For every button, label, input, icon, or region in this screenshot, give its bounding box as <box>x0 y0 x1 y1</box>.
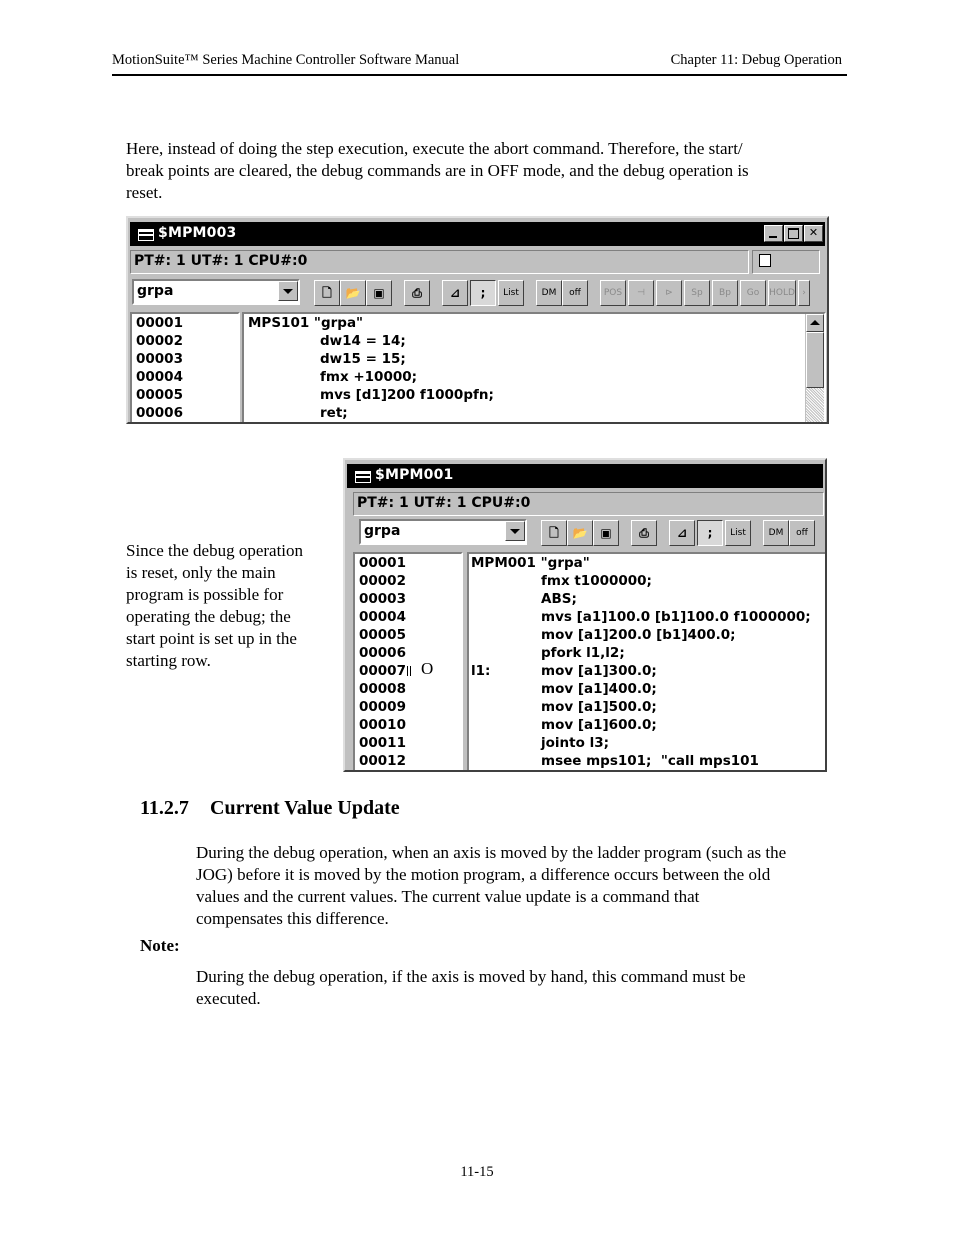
intro-line-1: Here, instead of doing the step execution, execute the abort command. Therefore, the start/ <box>126 139 743 158</box>
print-icon[interactable]: ⎙ <box>631 520 657 546</box>
line-number: 00007 <box>359 663 406 679</box>
code-line: mov [a1]200.0 [b1]400.0; <box>541 627 736 643</box>
line-number: 00001 <box>136 315 183 331</box>
clear-icon[interactable]: ⊿ <box>669 520 695 546</box>
line-number: 00001 <box>359 555 406 571</box>
scroll-thumb[interactable] <box>806 332 824 388</box>
pause-icon <box>410 666 411 676</box>
line-number: 00009 <box>359 699 406 715</box>
group-select-value: grpa <box>364 523 401 539</box>
group-select[interactable] <box>359 519 527 545</box>
code-line: MPS101 "grpa" <box>248 315 364 331</box>
code-line: MPM001 "grpa" <box>471 555 590 571</box>
start-point-marker: O <box>421 659 434 678</box>
note-line: During the debug operation, if the axis is moved by hand, this command must be <box>196 967 746 986</box>
code-line: mov [a1]400.0; <box>541 681 657 697</box>
note-line: executed. <box>196 989 261 1008</box>
mpm003-window <box>126 216 829 424</box>
side-text-line: program is possible for <box>126 585 284 604</box>
section-paragraph-line: During the debug operation, when an axis is moved by the ladder program (such as the <box>196 843 787 862</box>
toolbar <box>314 280 824 306</box>
section-title: Current Value Update <box>210 797 400 819</box>
line-number-pane <box>353 552 463 772</box>
line-number: 00002 <box>359 573 406 589</box>
minimize-button[interactable] <box>764 225 783 242</box>
save-disk-icon[interactable]: ▣ <box>593 520 619 546</box>
code-line: mov [a1]500.0; <box>541 699 657 715</box>
print-icon[interactable]: ⎙ <box>404 280 430 306</box>
close-button[interactable]: ✕ <box>804 225 823 242</box>
line-number: 00008 <box>359 681 406 697</box>
code-line: msee mps101; "call mps101 <box>541 753 759 769</box>
side-text-line: start point is set up in the <box>126 629 297 648</box>
line-number: 00003 <box>359 591 406 607</box>
monitor-icon[interactable] <box>759 254 771 267</box>
pos-button[interactable]: POS <box>600 280 626 306</box>
code-line: mvs [d1]200 f1000pfn; <box>320 387 494 403</box>
code-line: mov [a1]300.0; <box>541 663 657 679</box>
status-bar: PT#: 1 UT#: 1 CPU#:0 <box>130 250 749 274</box>
window-system-menu-icon[interactable] <box>355 471 371 483</box>
open-folder-icon[interactable]: 📂 <box>340 280 366 306</box>
line-number: 00012 <box>359 753 406 769</box>
code-line: fmx +10000; <box>320 369 418 385</box>
maximize-button[interactable] <box>784 225 803 242</box>
line-number-pane <box>130 312 240 424</box>
list-button[interactable]: List <box>498 280 524 306</box>
code-pane[interactable] <box>242 312 826 424</box>
code-line: mvs [a1]100.0 [b1]100.0 f1000000; <box>541 609 811 625</box>
page-number: 11-15 <box>460 1164 494 1180</box>
go-button[interactable]: Go <box>740 280 766 306</box>
dm-button[interactable]: DM <box>536 280 562 306</box>
semicolon-button[interactable]: ; <box>470 280 496 306</box>
toolbar <box>541 520 821 546</box>
section-number: 11.2.7 <box>140 797 189 819</box>
code-line: ret; <box>320 405 348 421</box>
line-number: 00004 <box>136 369 183 385</box>
line-number: 00003 <box>136 351 183 367</box>
header-rule <box>112 74 847 76</box>
mpm003-title-bar[interactable] <box>130 222 825 246</box>
bp-button[interactable]: Bp <box>712 280 738 306</box>
side-text-line: Since the debug operation <box>126 541 304 560</box>
status-bar: PT#: 1 UT#: 1 CPU#:0 <box>353 492 824 516</box>
code-pane[interactable] <box>467 552 827 772</box>
code-label: l1: <box>471 663 491 679</box>
chevron-right-icon[interactable]: › <box>798 280 810 306</box>
line-number: 00006 <box>136 405 183 421</box>
new-file-icon[interactable]: 🗋 <box>541 520 567 546</box>
code-line: ABS; <box>541 591 577 607</box>
line-number: 00006 <box>359 645 406 661</box>
code-line: pfork l1,l2; <box>541 645 625 661</box>
status-indicator-panel <box>752 250 820 274</box>
intro-line-2: break points are cleared, the debug commands are in OFF mode, and the debug operation is <box>126 161 749 180</box>
window-title: $MPM001 <box>375 467 454 483</box>
off-button[interactable]: off <box>562 280 588 306</box>
semicolon-button[interactable]: ; <box>697 520 723 546</box>
line-number: 00004 <box>359 609 406 625</box>
note-label: Note: <box>140 936 180 955</box>
code-line: jointo l3; <box>541 735 609 751</box>
side-text-line: operating the debug; the <box>126 607 291 626</box>
vertical-scrollbar[interactable] <box>805 314 824 424</box>
line-number: 00011 <box>359 735 406 751</box>
line-number: 00005 <box>359 627 406 643</box>
hold-button[interactable]: HOLD <box>768 280 796 306</box>
code-line: dw15 = 15; <box>320 351 406 367</box>
line-number: 00010 <box>359 717 406 733</box>
clear-icon[interactable]: ⊿ <box>442 280 468 306</box>
mpm001-window <box>343 458 827 772</box>
scroll-up-icon[interactable] <box>806 314 824 332</box>
step-over-icon[interactable]: ⊳ <box>656 280 682 306</box>
sp-button[interactable]: Sp <box>684 280 710 306</box>
intro-line-3: reset. <box>126 183 163 202</box>
window-title: $MPM003 <box>158 225 237 241</box>
running-header-left: MotionSuite™ Series Machine Controller Software Manual <box>112 52 460 68</box>
chevron-down-icon[interactable] <box>278 281 298 301</box>
save-disk-icon[interactable]: ▣ <box>366 280 392 306</box>
code-line: mov [a1]600.0; <box>541 717 657 733</box>
list-button[interactable]: List <box>725 520 751 546</box>
chevron-down-icon[interactable] <box>505 521 525 541</box>
group-select-value: grpa <box>137 283 174 299</box>
group-select[interactable] <box>132 279 300 305</box>
section-paragraph-line: JOG) before it is moved by the motion program, a difference occurs between the old <box>196 865 771 884</box>
pause-icon <box>407 666 408 676</box>
line-number: 00002 <box>136 333 183 349</box>
open-folder-icon[interactable]: 📂 <box>567 520 593 546</box>
side-text-line: starting row. <box>126 651 211 670</box>
line-number: 00005 <box>136 387 183 403</box>
new-file-icon[interactable]: 🗋 <box>314 280 340 306</box>
side-text-line: is reset, only the main <box>126 563 276 582</box>
off-button[interactable]: off <box>789 520 815 546</box>
section-paragraph-line: compensates this difference. <box>196 909 389 928</box>
step-into-icon[interactable]: ⊣ <box>628 280 654 306</box>
section-paragraph-line: values and the current values. The current value update is a command that <box>196 887 700 906</box>
window-system-menu-icon[interactable] <box>138 229 154 241</box>
mpm001-title-bar[interactable] <box>347 464 823 488</box>
code-line: fmx t1000000; <box>541 573 652 589</box>
code-line: dw14 = 14; <box>320 333 406 349</box>
running-header-right: Chapter 11: Debug Operation <box>670 52 842 68</box>
dm-button[interactable]: DM <box>763 520 789 546</box>
